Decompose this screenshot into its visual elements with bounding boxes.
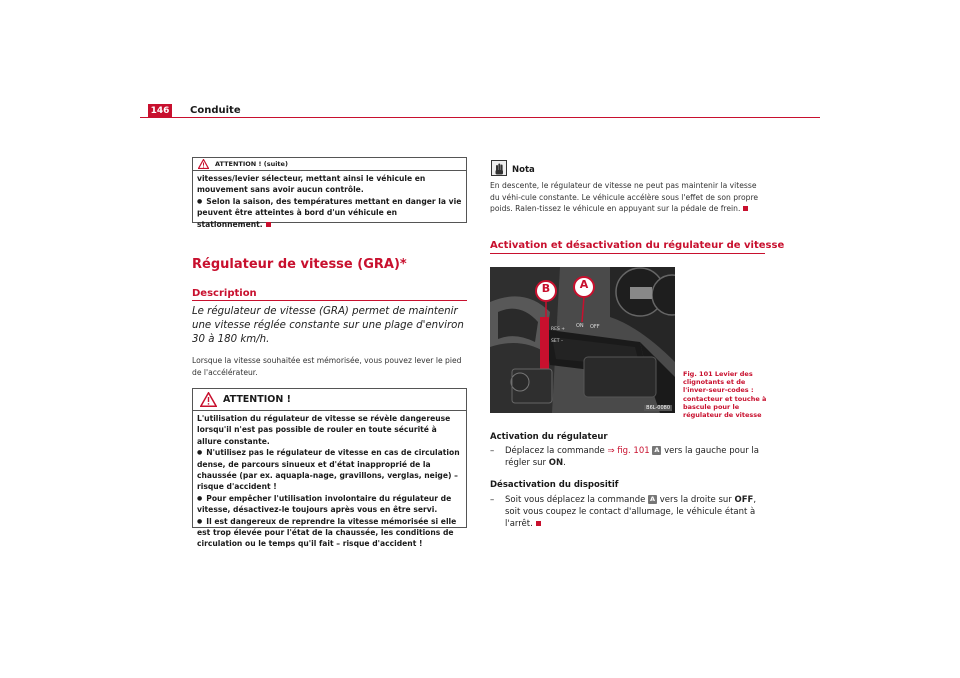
warning-main-title: ATTENTION ! [223, 394, 291, 405]
end-mark-icon [266, 222, 271, 227]
activation-step: – Déplacez la commande ⇒ fig. 101 A vers la gauche pour la régler sur ON. [490, 446, 759, 468]
deactivation-heading: Désactivation du dispositif [490, 480, 619, 490]
control-badge-a: A [654, 446, 660, 454]
warning-main-header [193, 389, 466, 411]
intro-text: Le régulateur de vitesse (GRA) permet de maintenir une vitesse réglée constante sur une plage d'environ 30 à 180 km/h. [192, 306, 464, 345]
page-number: 146 [148, 104, 172, 118]
bullet-icon [197, 517, 206, 526]
chapter-title: Conduite [190, 105, 241, 116]
end-mark-icon [536, 521, 541, 526]
note-hand-icon [491, 160, 507, 176]
warning-main-box [192, 388, 467, 549]
activation-title: Activation et désactivation du régulateur de vitesse [490, 240, 785, 251]
lever-res-label: RES + [551, 327, 566, 332]
subsection-title: Description [192, 288, 257, 299]
warning-continued-box [192, 157, 467, 229]
lever-off-label: OFF [590, 324, 600, 330]
figure-caption: Fig. 101 Levier des clignotants et de l'inver-seur-codes : contacteur et touche à bascule pour le régulateur de vitesse [683, 370, 767, 420]
end-mark-icon [743, 206, 748, 211]
warning-main-bullet: ● Il est dangereux de reprendre la vitesse mémorisée si elle est trop élevée pour l'état de la chaussée, les conditions de circulation ou le temps qu'il fait – risque d'accident ! [197, 516, 462, 550]
lever-on-label: ON [576, 323, 584, 329]
warning-main-bullet: ● N'utilisez pas le régulateur de vitesse en cas de circulation dense, de parcours sinueux et d'état inapproprié de la chaussée (par ex. aquapla-nage, gravillons, verglas, neige) – risque d'accident ! [197, 447, 462, 493]
activation-rule [490, 253, 765, 254]
figure-code: B6L-0080 [646, 405, 670, 411]
step-dash: – [490, 446, 495, 456]
warning-main-lead: L'utilisation du régulateur de vitesse se révèle dangereuse lorsqu'il n'est pas possible de rouler en toute sécurité à allure constante. [197, 414, 451, 446]
subsection-rule [192, 300, 467, 301]
section-title: Régulateur de vitesse (GRA)* [192, 257, 407, 272]
figure-cruise-control-lever [490, 267, 675, 413]
warning-continued-line: vitesses/levier sélecteur, mettant ainsi le véhicule en mouvement sans avoir aucun contrôle. [197, 174, 426, 195]
bullet-icon [197, 197, 206, 206]
step-dash: – [490, 495, 495, 505]
note-title: Nota [512, 165, 535, 175]
bullet-icon [197, 494, 206, 503]
figure-reference-link[interactable]: ⇒ fig. 101 [607, 446, 650, 456]
warning-continued-title: ATTENTION ! (suite) [215, 160, 288, 168]
control-badge-a: A [650, 495, 656, 503]
body-text: Lorsque la vitesse souhaitée est mémorisée, vous pouvez lever le pied de l'accélérateur. [192, 356, 462, 377]
activation-heading: Activation du régulateur [490, 432, 608, 442]
warning-triangle-icon [200, 392, 217, 407]
figure-label-b: B [541, 282, 551, 295]
warning-main-bullet: ● Pour empêcher l'utilisation involontaire du régulateur de vitesse, désactivez-le toujours après vous en être servi. [197, 493, 462, 516]
bullet-icon [197, 448, 206, 457]
warning-triangle-icon [198, 159, 209, 169]
warning-main-body [193, 411, 466, 553]
deactivation-step: – Soit vous déplacez la commande A vers la droite sur OFF, soit vous coupez le contact d'allumage, le véhicule étant à l'arrêt. [490, 495, 757, 529]
warning-continued-header [193, 158, 466, 171]
warning-continued-line: ● Selon la saison, des températures mettant en danger la vie peuvent être atteintes à bord d'un véhicule en stationnement. [197, 196, 462, 230]
header-rule [140, 117, 820, 118]
figure-label-a: A [579, 278, 589, 291]
warning-continued-body [193, 171, 466, 233]
note-text: En descente, le régulateur de vitesse ne peut pas maintenir la vitesse du véhi-cule constante. Le véhicule accélère sous l'effet de son propre poids. Ralen-tissez le véhicule en appuyant sur la pédale de frein. [490, 181, 759, 213]
lever-set-label: SET – [551, 339, 564, 344]
